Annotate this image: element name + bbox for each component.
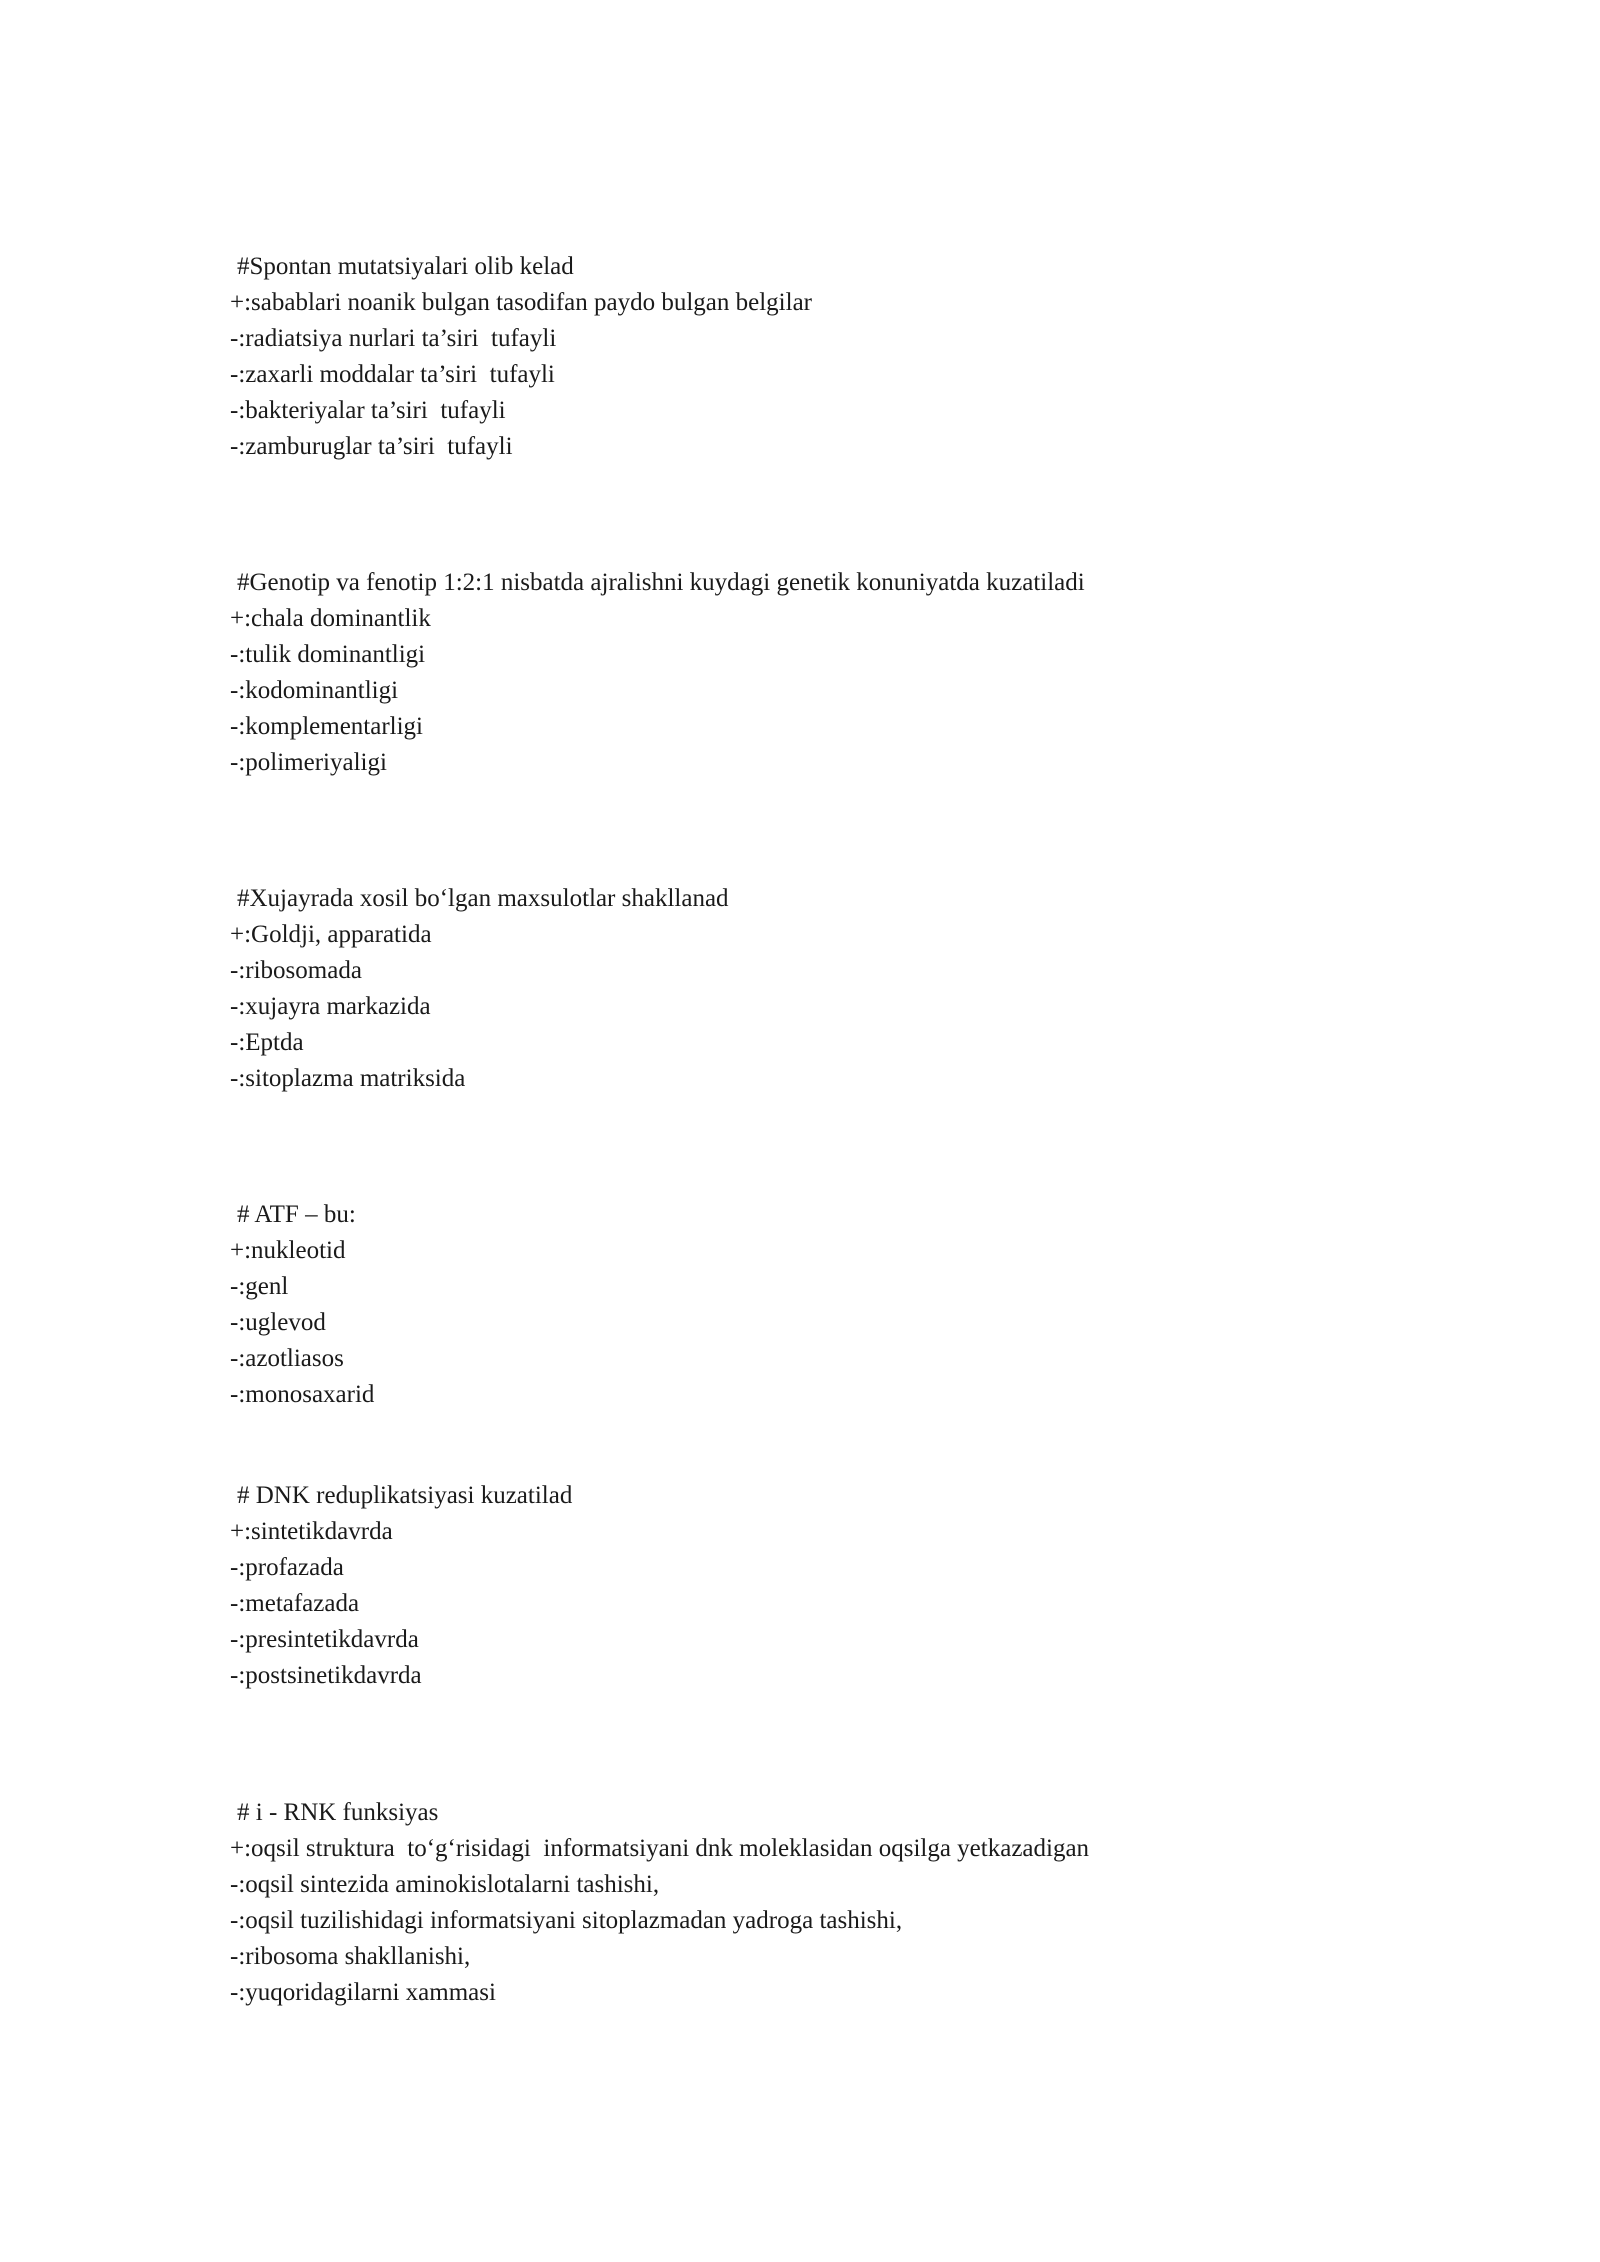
question-block-3 — [230, 881, 1480, 1097]
answer-option: -:Eptda — [230, 1029, 304, 1056]
answer-option: -:presintetikdavrda — [230, 1626, 419, 1653]
answer-option: -:ribosoma shakllanishi, — [230, 1943, 471, 1970]
question-block-2 — [230, 565, 1480, 781]
answer-option: -:zamburuglar ta’siri tufayli — [230, 433, 513, 460]
answer-option: -:sitoplazma matriksida — [230, 1065, 466, 1092]
answer-option: +:oqsil struktura to‘g‘risidagi informatsiyani dnk moleklasidan oqsilga yetkazadigan — [230, 1835, 1090, 1862]
question-text: # ATF – bu: — [237, 1201, 356, 1228]
answer-option: -:monosaxarid — [230, 1381, 375, 1408]
answer-option: -:tulik dominantligi — [230, 641, 426, 668]
answer-option: -:azotliasos — [230, 1345, 344, 1372]
question-block-5 — [230, 1478, 1480, 1694]
answer-option: +:sintetikdavrda — [230, 1518, 393, 1545]
answer-option: -:bakteriyalar ta’siri tufayli — [230, 397, 506, 424]
answer-option: -:komplementarligi — [230, 713, 424, 740]
question-text: # i - RNK funksiyas — [237, 1799, 439, 1826]
answer-option: -:radiatsiya nurlari ta’siri tufayli — [230, 325, 557, 352]
answer-option: -:profazada — [230, 1554, 344, 1581]
answer-option: -:polimeriyaligi — [230, 749, 387, 776]
answer-option: -:ribosomada — [230, 957, 362, 984]
answer-option: +:chala dominantlik — [230, 605, 431, 632]
question-text: #Genotip va fenotip 1:2:1 nisbatda ajralishni kuydagi genetik konuniyatda kuzatiladi — [237, 569, 1085, 596]
answer-option: -:oqsil tuzilishidagi informatsiyani sitoplazmadan yadroga tashishi, — [230, 1907, 903, 1934]
question-block-1 — [230, 249, 1480, 465]
answer-option: -:uglevod — [230, 1309, 326, 1336]
answer-option: -:yuqoridagilarni xammasi — [230, 1979, 496, 2006]
answer-option: +:nukleotid — [230, 1237, 346, 1264]
answer-option: -:kodominantligi — [230, 677, 399, 704]
answer-option: -:postsinetikdavrda — [230, 1662, 422, 1689]
answer-option: -:metafazada — [230, 1590, 360, 1617]
answer-option: -:oqsil sintezida aminokislotalarni tashishi, — [230, 1871, 660, 1898]
question-text: #Xujayrada xosil bo‘lgan maxsulotlar shakllanad — [237, 885, 729, 912]
answer-option: -:xujayra markazida — [230, 993, 431, 1020]
answer-option: -:genl — [230, 1273, 289, 1300]
question-text: #Spontan mutatsiyalari olib kelad — [237, 253, 574, 280]
answer-option: +:Goldji, apparatida — [230, 921, 432, 948]
answer-option: +:sabablari noanik bulgan tasodifan paydo bulgan belgilar — [230, 289, 812, 316]
question-text: # DNK reduplikatsiyasi kuzatilad — [237, 1482, 573, 1509]
question-block-4 — [230, 1197, 1480, 1413]
answer-option: -:zaxarli moddalar ta’siri tufayli — [230, 361, 555, 388]
question-block-6 — [230, 1795, 1480, 2011]
